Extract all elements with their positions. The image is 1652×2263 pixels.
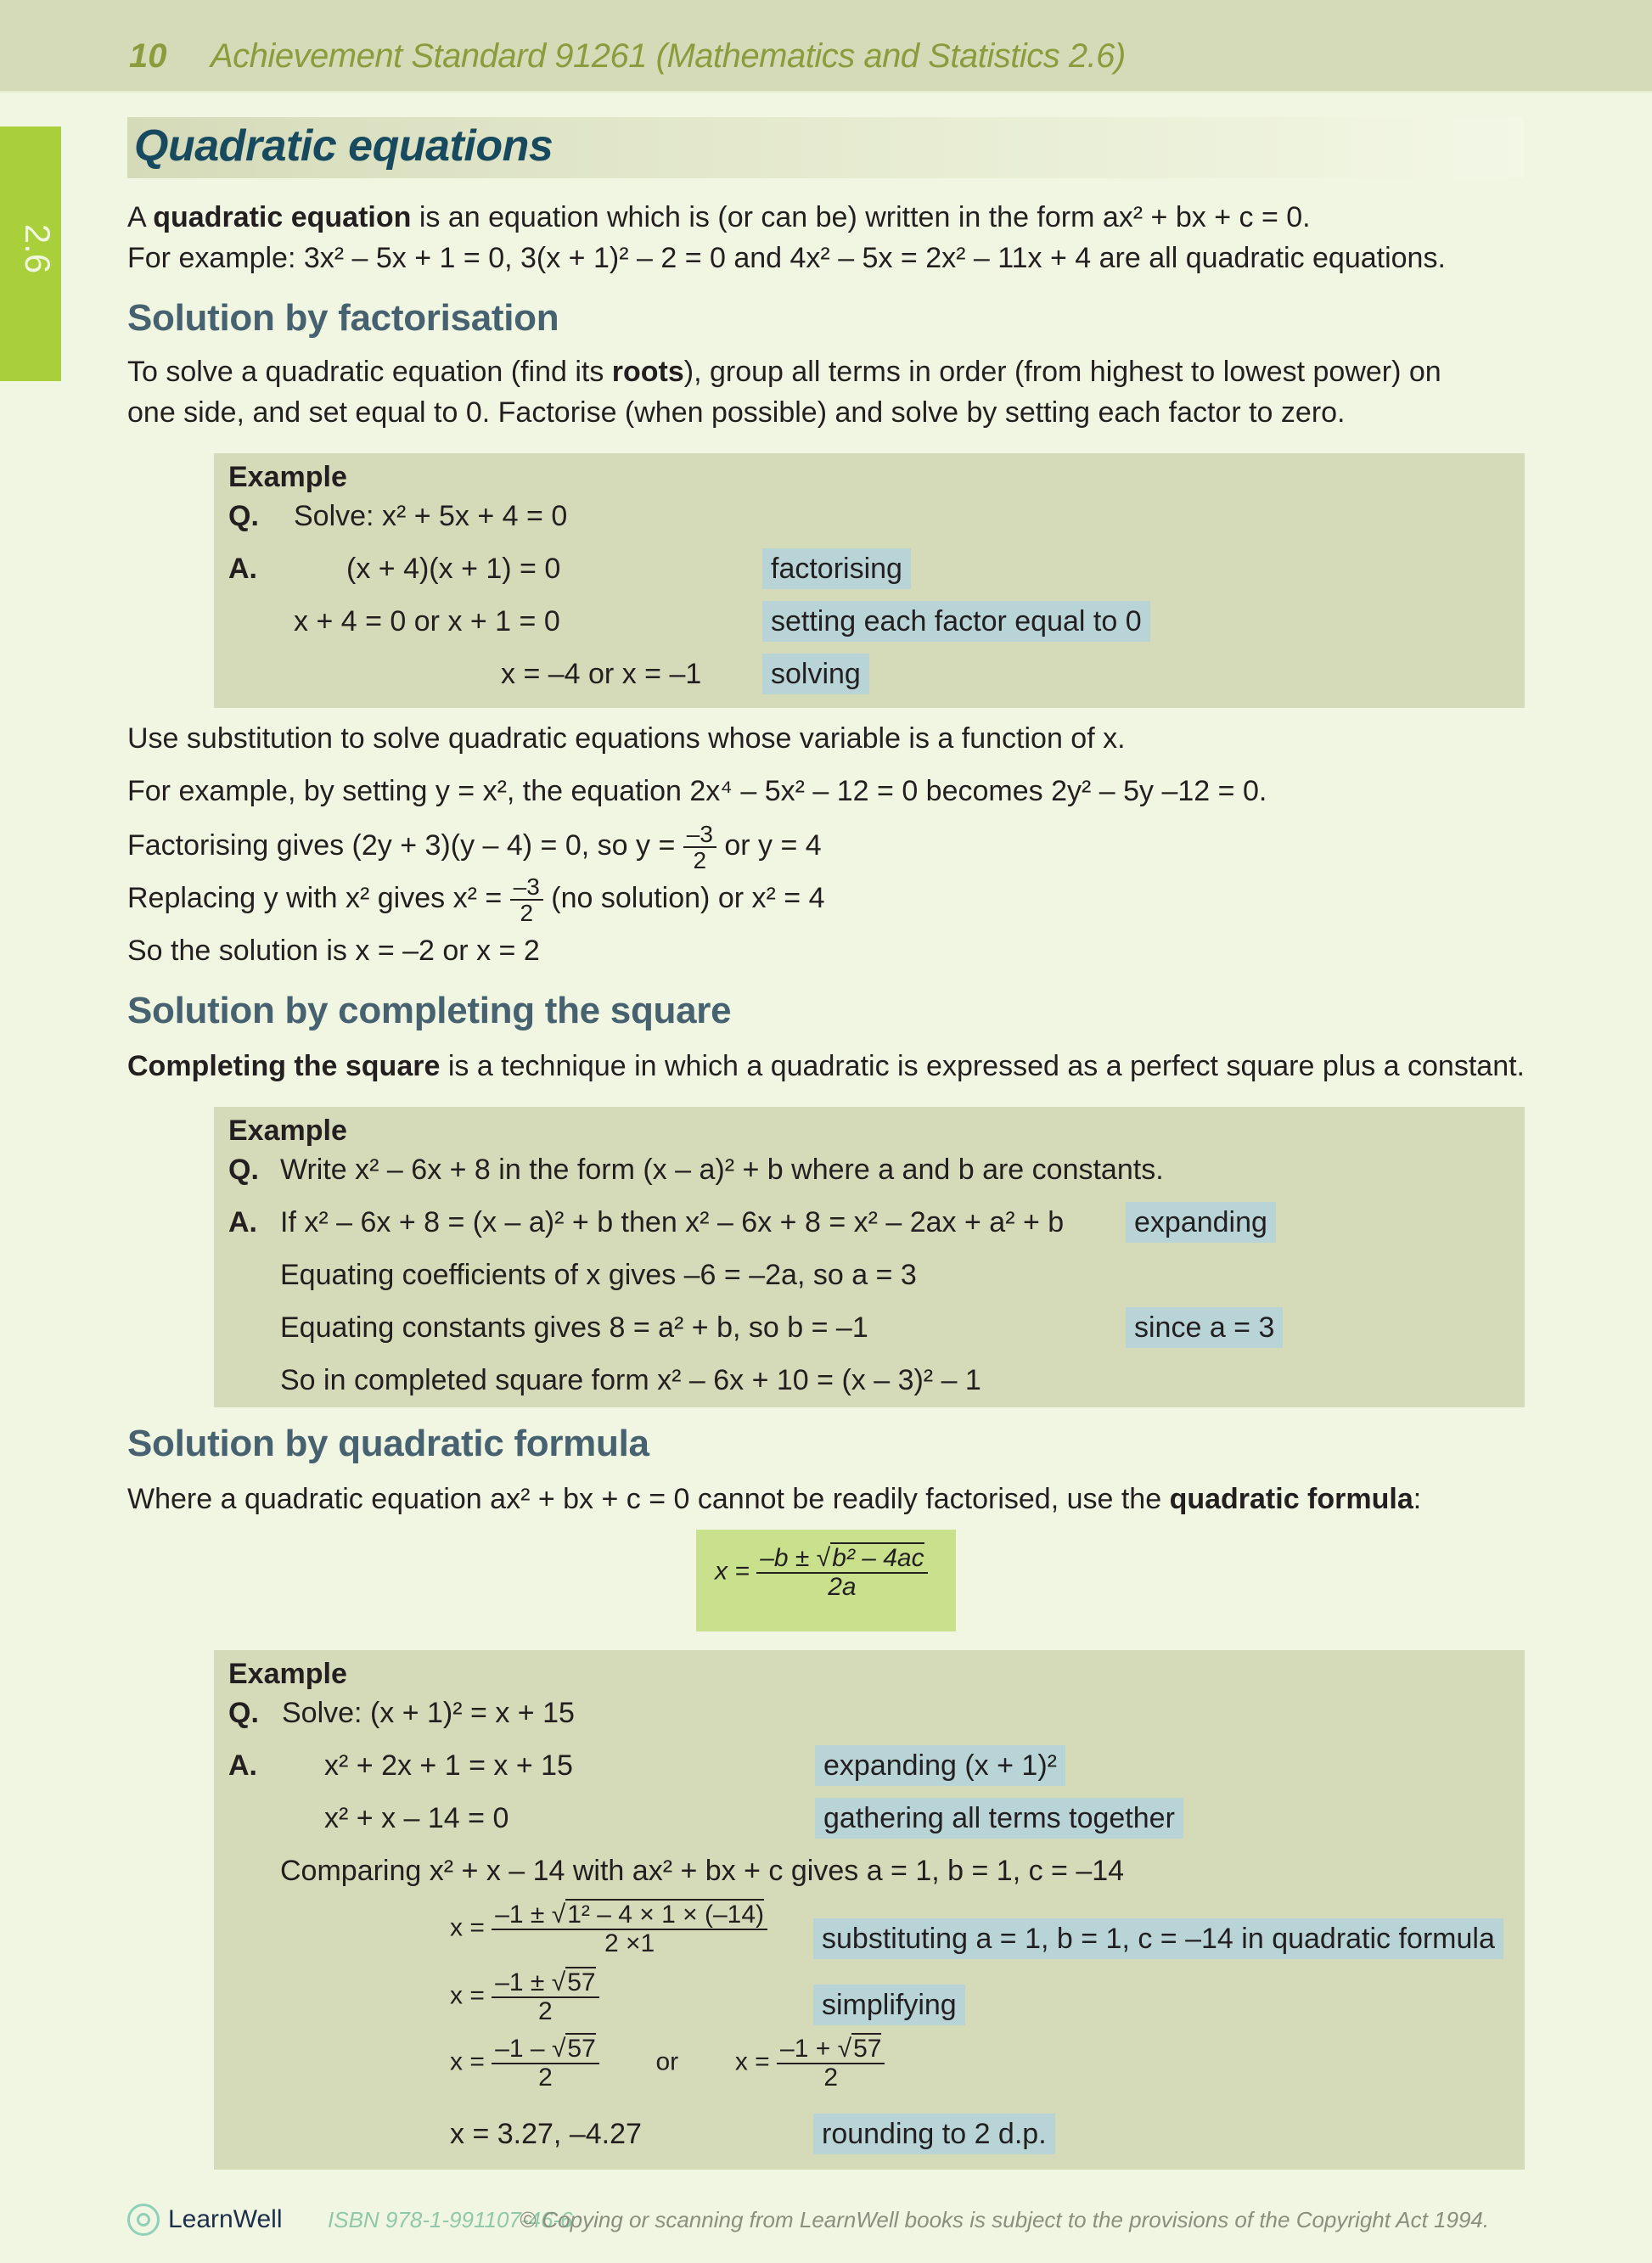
fraction-numerator: –3 <box>510 874 543 901</box>
numerator: –1 + √57 <box>777 2036 885 2064</box>
step-note: rounding to 2 d.p. <box>813 2114 1055 2154</box>
standard-title: Achievement Standard 91261 (Mathematics and Statistics 2.6) <box>211 37 1126 75</box>
step-work: x² + 2x + 1 = x + 15 <box>324 1749 573 1782</box>
page-number: 10 <box>129 37 167 75</box>
step-work: x = 3.27, –4.27 <box>450 2118 642 2150</box>
radicand: 1² – 4 × 1 × (–14) <box>567 1901 764 1929</box>
step-work: x = –4 or x = –1 <box>501 658 702 690</box>
learnwell-logo <box>127 2204 283 2236</box>
step-work: x + 4 = 0 or x + 1 = 0 <box>294 605 560 637</box>
step-note: simplifying <box>813 1985 965 2025</box>
intro-text: is an equation which is (or can be) written in the form ax² + bx + c = 0. <box>411 201 1311 233</box>
fraction <box>492 1901 767 1957</box>
lhs: x = <box>450 1981 485 2010</box>
step-note: expanding <box>1126 1202 1276 1243</box>
page-title: Quadratic equations <box>134 121 553 171</box>
section-tab-label: 2.6 <box>18 223 58 274</box>
radicand: 57 <box>567 1968 596 1996</box>
lhs: x = <box>450 2047 485 2076</box>
text: –b ± <box>760 1544 817 1572</box>
substitution-line-1: Use substitution to solve quadratic equations whose variable is a function of x. <box>127 722 1126 755</box>
q-label: Q. <box>228 1697 259 1729</box>
denominator: 2 ×1 <box>604 1929 655 1957</box>
intro-line-1 <box>127 200 1311 234</box>
text: Replacing y with x² gives x² = <box>127 882 510 914</box>
numerator: –1 ± √1² – 4 × 1 × (–14) <box>492 1901 767 1930</box>
para-bold-term: roots <box>611 356 684 388</box>
text: –1 ± <box>495 1901 552 1929</box>
fraction-denominator: 2 <box>520 900 534 927</box>
denominator: 2 <box>538 1996 553 2025</box>
fraction-numerator: –3 <box>683 822 716 848</box>
formula-fraction <box>756 1545 927 1600</box>
example-label: Example <box>228 461 347 493</box>
substitution-line-4 <box>127 873 824 925</box>
text: or y = 4 <box>716 829 822 862</box>
a-label: A. <box>228 553 257 585</box>
heading-factorisation: Solution by factorisation <box>127 297 559 339</box>
example-box-quadratic-formula <box>214 1650 1525 2170</box>
heading-quadratic-formula: Solution by quadratic formula <box>127 1423 649 1464</box>
brand-name: LearnWell <box>168 2205 283 2233</box>
q-label: Q. <box>228 1154 259 1186</box>
step-fraction-line <box>450 1901 767 1957</box>
quadratic-formula-para <box>127 1482 1421 1516</box>
section-tab <box>0 126 61 381</box>
title-bar <box>127 117 1524 178</box>
step-work: Equating coefficients of x gives –6 = –2a, so a = 3 <box>280 1259 917 1291</box>
step-note: gathering all terms together <box>815 1798 1183 1839</box>
factorisation-para-2: one side, and set equal to 0. Factorise (when possible) and solve by setting each factor to zero. <box>127 396 1346 429</box>
fraction <box>492 1969 598 2024</box>
text: (no solution) or x² = 4 <box>542 882 825 914</box>
example-question: Solve: (x + 1)² = x + 15 <box>282 1697 575 1729</box>
step-note: expanding (x + 1)² <box>815 1745 1065 1786</box>
step-work: So in completed square form x² – 6x + 10 = (x – 3)² – 1 <box>280 1364 981 1396</box>
para-text: To solve a quadratic equation (find its <box>127 356 612 388</box>
formula-expression <box>715 1545 928 1600</box>
para-text: : <box>1413 1483 1422 1515</box>
intro-line-2: For example: 3x² – 5x + 1 = 0, 3(x + 1)² – 2 = 0 and 4x² – 5x = 2x² – 11x + 4 are all quadratic equations. <box>127 242 1446 274</box>
step-fraction-line <box>450 2036 885 2091</box>
numerator: –1 – √57 <box>492 2036 599 2064</box>
a-label: A. <box>228 1749 257 1782</box>
radicand: 57 <box>853 2035 882 2063</box>
fraction <box>683 822 716 873</box>
fraction-denominator: 2 <box>693 847 707 874</box>
step-work: Equating constants gives 8 = a² + b, so b = –1 <box>280 1311 868 1344</box>
para-text: ), group all terms in order (from highest to lowest power) on <box>683 356 1441 388</box>
intro-bold-term: quadratic equation <box>153 201 412 233</box>
fraction <box>492 2036 599 2091</box>
heading-completing-square: Solution by completing the square <box>127 990 732 1031</box>
lhs: x = <box>450 1913 485 1942</box>
step-work: (x + 4)(x + 1) = 0 <box>346 553 561 585</box>
page-header <box>0 0 1652 93</box>
quadratic-formula-box <box>696 1530 956 1631</box>
factorisation-para-1 <box>127 355 1441 389</box>
denominator: 2 <box>823 2063 839 2092</box>
lhs: x = <box>734 2047 770 2076</box>
substitution-line-3 <box>127 820 822 873</box>
step-note: substituting a = 1, b = 1, c = –14 in quadratic formula <box>813 1918 1503 1959</box>
text: –1 – <box>495 2035 552 2063</box>
step-note: since a = 3 <box>1126 1307 1283 1348</box>
para-text: Where a quadratic equation ax² + bx + c = 0 cannot be readily factorised, use the <box>127 1483 1170 1515</box>
step-note: factorising <box>762 548 911 589</box>
substitution-line-5: So the solution is x = –2 or x = 2 <box>127 935 540 967</box>
para-bold-term: quadratic formula <box>1169 1483 1413 1515</box>
intro-text: A <box>127 201 154 233</box>
example-question: Solve: x² + 5x + 4 = 0 <box>294 500 568 532</box>
formula-denominator: 2a <box>828 1572 857 1601</box>
fraction <box>777 2036 885 2091</box>
numerator: –1 ± √57 <box>492 1969 598 1998</box>
step-work: x² + x – 14 = 0 <box>324 1802 509 1834</box>
step-work: Comparing x² + x – 14 with ax² + bx + c gives a = 1, b = 1, c = –14 <box>280 1855 1125 1887</box>
step-note: solving <box>762 654 869 694</box>
example-label: Example <box>228 1115 347 1147</box>
step-fraction-line <box>450 1969 599 2024</box>
example-label: Example <box>228 1658 347 1690</box>
isbn: ISBN 978-1-991107-46-6 <box>328 2207 573 2232</box>
text: –1 ± <box>495 1968 552 1996</box>
step-note: setting each factor equal to 0 <box>762 601 1150 642</box>
completing-square-para <box>127 1049 1525 1083</box>
radicand: 57 <box>567 2035 596 2063</box>
a-label: A. <box>228 1206 257 1238</box>
formula-lhs: x = <box>715 1557 750 1586</box>
para-text: is a technique in which a quadratic is expressed as a perfect square plus a constant. <box>440 1050 1525 1082</box>
text: –1 + <box>780 2035 838 2063</box>
denominator: 2 <box>538 2063 553 2092</box>
example-question: Write x² – 6x + 8 in the form (x – a)² + b where a and b are constants. <box>280 1154 1164 1186</box>
step-work: If x² – 6x + 8 = (x – a)² + b then x² – 6x + 8 = x² – 2ax + a² + b <box>280 1206 1065 1238</box>
copyright-notice: © Copying or scanning from LearnWell books is subject to the provisions of the Copyright Act 1994. <box>520 2207 1490 2232</box>
example-box-completing-square <box>214 1107 1525 1407</box>
q-label: Q. <box>228 500 259 532</box>
example-box-factorisation <box>214 453 1525 708</box>
formula-radicand: b² – 4ac <box>832 1544 924 1572</box>
or-text: or <box>655 2047 679 2076</box>
substitution-line-2: For example, by setting y = x², the equation 2x⁴ – 5x² – 12 = 0 becomes 2y² – 5y –12 = 0. <box>127 775 1267 807</box>
text: Factorising gives (2y + 3)(y – 4) = 0, so y = <box>127 829 683 862</box>
formula-numerator: –b ± √b² – 4ac <box>756 1545 927 1574</box>
swirl-logo-icon <box>127 2204 160 2236</box>
fraction <box>510 874 543 926</box>
para-bold-term: Completing the square <box>127 1050 441 1082</box>
